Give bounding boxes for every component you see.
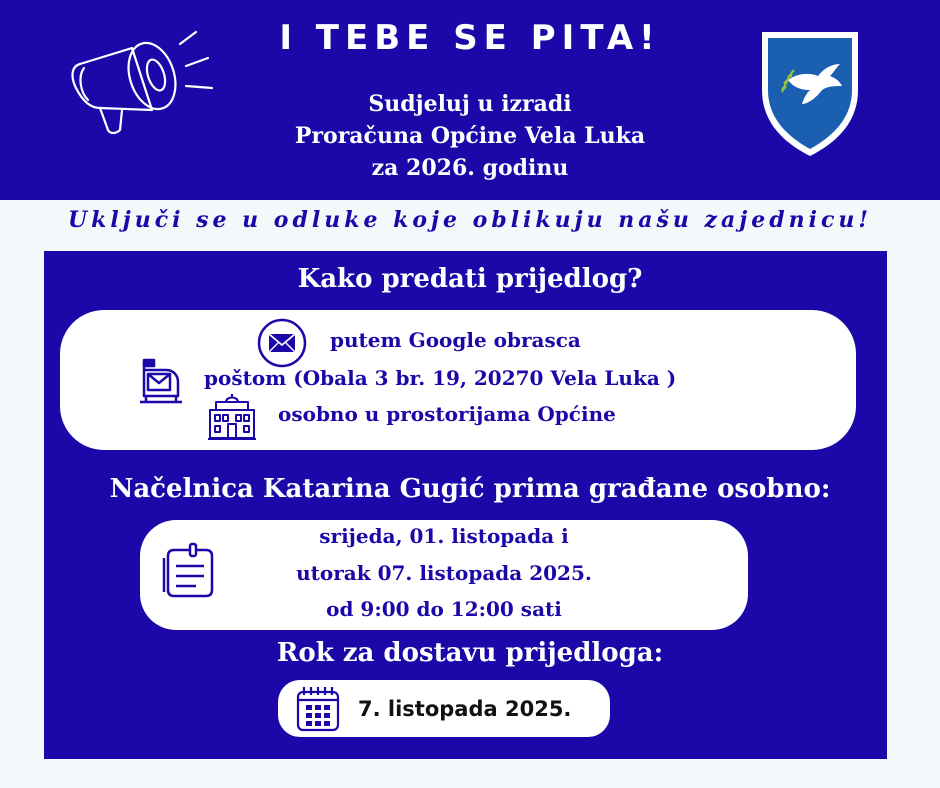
mayor-hours-line: srijeda, 01. listopada i	[319, 524, 569, 548]
submit-heading: Kako predati prijedlog?	[297, 264, 643, 294]
method-in-person: osobno u prostorijama Općine	[278, 402, 616, 426]
page-title: I TEBE SE PITA!	[279, 18, 661, 58]
method-post: poštom (Obala 3 br. 19, 20270 Vela Luka )	[204, 366, 677, 390]
coat-of-arms-icon	[758, 28, 862, 160]
mayor-hours-line: utorak 07. listopada 2025.	[296, 561, 592, 585]
mayor-heading: Načelnica Katarina Gugić prima građane osobno:	[109, 474, 831, 504]
building-icon	[206, 392, 258, 442]
mailbox-icon	[136, 356, 186, 406]
subtitle-line: za 2026. godinu	[371, 155, 569, 181]
deadline-heading: Rok za dostavu prijedloga:	[276, 638, 664, 668]
subtitle	[250, 88, 690, 184]
subtitle-line: Sudjeluj u izradi	[368, 91, 572, 117]
deadline-date: 7. listopada 2025.	[358, 697, 572, 721]
calendar-icon	[294, 684, 342, 734]
method-google-form: putem Google obrasca	[330, 328, 581, 352]
envelope-icon	[255, 318, 309, 368]
subtitle-line: Proračuna Općine Vela Luka	[294, 123, 646, 149]
mayor-hours-line: od 9:00 do 12:00 sati	[326, 597, 562, 621]
tagline: Uključi se u odluke koje oblikuju našu zajednicu!	[67, 207, 873, 233]
